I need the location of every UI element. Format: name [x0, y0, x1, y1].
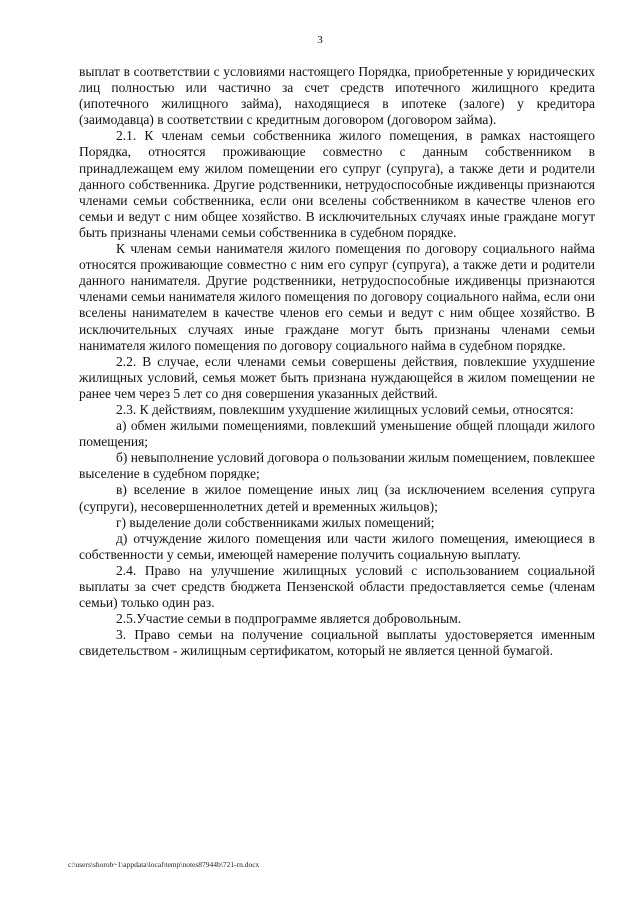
- document-body: [79, 64, 595, 659]
- paragraph: выплат в соответствии с условиями настоящего Порядка, приобретенные у юридических лиц полностью или частично за счет средств ипотечного жилищного кредита (ипотечного жилищного займа), находящиеся в ипотеке (залоге) у кредитора (заимодавца) в соответствии с кредитным договором (договором займа).: [79, 64, 595, 128]
- paragraph: 2.2. В случае, если членами семьи совершены действия, повлекшие ухудшение жилищных условий, семья может быть признана нуждающейся в жилом помещении не ранее чем через 5 лет со дня совершения указанных действий.: [79, 353, 595, 401]
- page-number: 3: [317, 34, 323, 46]
- paragraph: д) отчуждение жилого помещения или части жилого помещения, имеющиеся в собственности у семьи, имеющей намерение получить социальную выплату.: [79, 530, 595, 562]
- paragraph: в) вселение в жилое помещение иных лиц (за исключением вселения супруга (супруги), несовершеннолетних детей и временных жильцов);: [79, 482, 595, 514]
- paragraph: г) выделение доли собственниками жилых помещений;: [116, 514, 435, 530]
- paragraph: а) обмен жилыми помещениями, повлекший уменьшение общей площади жилого помещения;: [79, 418, 595, 450]
- paragraph: 3. Право семьи на получение социальной выплаты удостоверяется именным свидетельством - жилищным сертификатом, который не является ценной бумагой.: [79, 627, 595, 659]
- paragraph: 2.1. К членам семьи собственника жилого помещения, в рамках настоящего Порядка, относятся проживающие совместно с данным собственником в принадлежащем ему жилом помещении его супруг (супруга), а также дети и родители данного собственника. Другие родственники, нетрудоспособные иждивенцы признаются членами семьи собственника, если они вселены собственником в качестве членов его семьи и ведут с ним общее хозяйство. В исключительных случаях иные граждане могут быть признаны членами семьи собственника в судебном порядке.: [79, 128, 595, 240]
- footer-file-path: c:\users\shorob~1\appdata\local\temp\notes87944b\721-rn.docx: [68, 860, 260, 869]
- paragraph: б) невыполнение условий договора о пользовании жилым помещением, повлекшее выселение в судебном порядке;: [79, 450, 595, 482]
- paragraph: К членам семьи нанимателя жилого помещения по договору социального найма относятся проживающие совместно с ним его супруг (супруга), а также дети и родители данного нанимателя. Другие родственники, нетрудоспособные иждивенцы признаются членами семьи нанимателя жилого помещения по договору социального найма, если они вселены нанимателем в качестве членов его семьи и ведут с ним общее хозяйство. В исключительных случаях иные граждане могут быть признаны членами семьи нанимателя жилого помещения по договору социального найма в судебном порядке.: [79, 241, 595, 353]
- paragraph: 2.3. К действиям, повлекшим ухудшение жилищных условий семьи, относятся:: [116, 401, 574, 417]
- paragraph: 2.4. Право на улучшение жилищных условий с использованием социальной выплаты за счет средств бюджета Пензенской области предоставляется семье (членам семьи) только один раз.: [79, 562, 595, 611]
- paragraph: 2.5.Участие семьи в подпрограмме является добровольным.: [116, 611, 462, 627]
